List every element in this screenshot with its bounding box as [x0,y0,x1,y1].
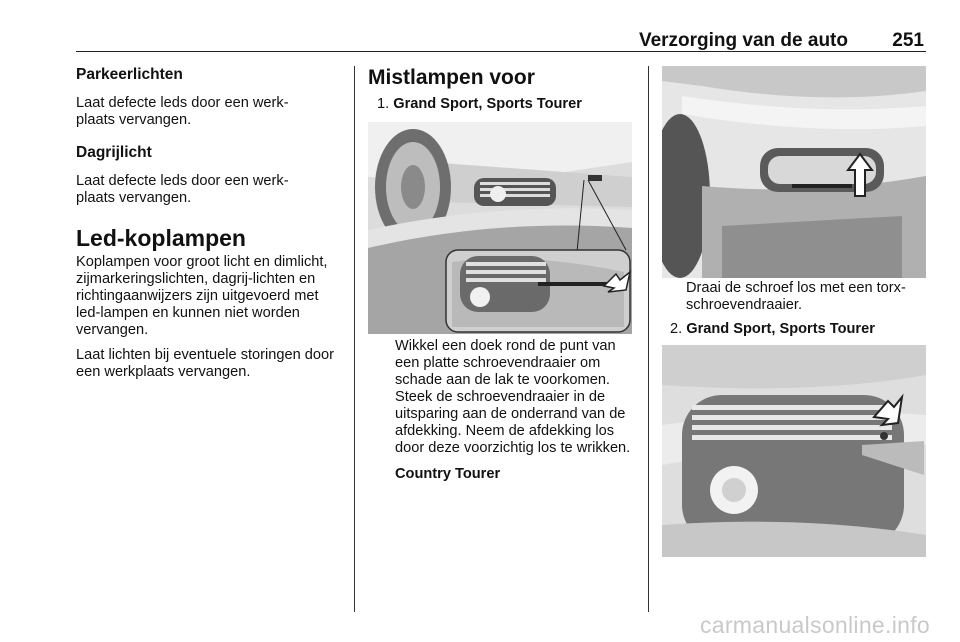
step-2-label: Grand Sport, Sports Tourer [686,321,875,337]
illustration-bumper-country-tourer [662,66,926,278]
unscrew-instruction-text: Draai de schroef los met een torx-schroevendraaier. [686,280,906,313]
page-header [76,30,926,52]
led-headlamps-heading: Led-koplampen [76,225,246,251]
pry-instruction-text: Wikkel een doek rond de punt van een platte schroevendraaier om schade aan de lak te voorkomen. Steek de schroevendraaier in de uitsparing aan de onderrand van de afdekking. Neem de afdekking los door deze voorzichtig los te wrikken. [395,338,631,456]
middle-column [368,66,636,113]
right-text-block [670,280,926,338]
fog-lamps-heading: Mistlampen voor [368,66,535,89]
watermark: carmanualsonline.info [699,612,930,638]
parking-lights-text: Laat defecte leds door een werk- plaats vervangen. [76,95,289,128]
middle-text-block [395,338,633,483]
illustration-bumper-grand-sport [368,122,632,334]
illustration-fog-lamp-screw [662,345,926,557]
left-column [76,66,346,381]
country-tourer-label: Country Tourer [395,466,501,482]
step-2-number: 2. [670,321,683,337]
step-1-label: Grand Sport, Sports Tourer [393,96,582,112]
parking-lights-heading: Parkeerlichten [76,66,183,83]
step-1-number: 1. [377,96,390,112]
header-rule [76,51,926,52]
page-number: 251 [892,30,924,51]
step-2 [670,321,926,338]
header-title: Verzorging van de auto [638,30,848,51]
step-1 [377,96,636,113]
daytime-lights-heading: Dagrijlicht [76,144,152,161]
daytime-lights-text: Laat defecte leds door een werk- plaats vervangen. [76,173,289,206]
column-divider-left [354,66,355,612]
led-headlamps-text: Koplampen voor groot licht en dimlicht, zijmarkeringslichten, dagrij-lichten en richtingaanwijzers zijn uitgevoerd met led-lampen en kunnen niet worden vervangen. [76,254,328,338]
led-malfunction-text: Laat lichten bij eventuele storingen door een werkplaats vervangen. [76,347,334,380]
column-divider-right [648,66,649,612]
